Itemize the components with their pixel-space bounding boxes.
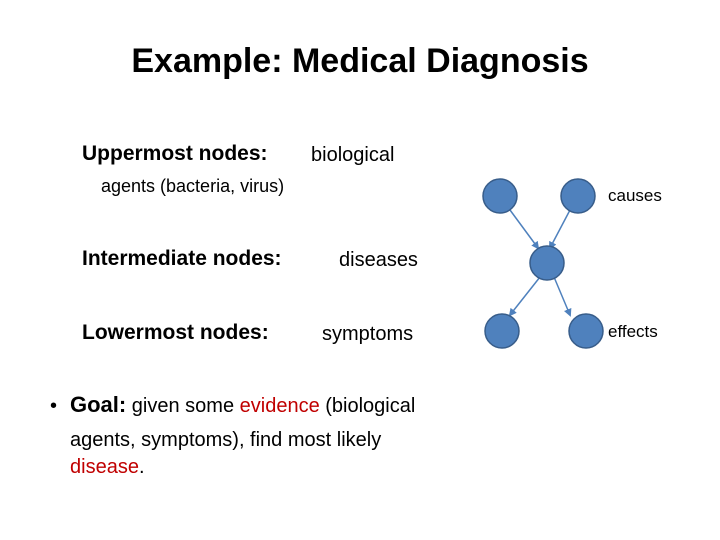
uppermost-text: biological: [311, 144, 395, 166]
agent-node-2: [561, 179, 595, 213]
edge-agent1-to-disease: [510, 210, 538, 248]
uppermost-heading: Uppermost nodes:: [82, 142, 268, 165]
bullet-marker: •: [50, 395, 58, 417]
effects-label: effects: [608, 322, 658, 341]
edge-disease-to-symptom1: [510, 277, 540, 315]
intermediate-heading: Intermediate nodes:: [82, 247, 282, 270]
goal-heading: Goal:: [70, 392, 127, 417]
lowermost-text: symptoms: [322, 323, 414, 345]
agent-node-1: [483, 179, 517, 213]
goal-disease: disease: [70, 456, 139, 478]
lowermost-heading: Lowermost nodes:: [82, 321, 269, 344]
bayes-network-diagram: [470, 170, 630, 360]
goal-text-line2: agents, symptoms), find most likely: [70, 429, 382, 451]
goal-period: .: [138, 456, 145, 478]
uppermost-text-continued: agents (bacteria, virus): [101, 176, 285, 196]
causes-label: causes: [608, 186, 662, 205]
intermediate-text: diseases: [339, 249, 418, 271]
slide-title: Example: Medical Diagnosis: [131, 42, 589, 80]
goal-text-start: given some: [131, 395, 235, 417]
goal-evidence: evidence: [239, 395, 320, 417]
edge-disease-to-symptom2: [554, 277, 570, 315]
goal-text-mid: (biological: [325, 395, 416, 417]
edge-agent2-to-disease: [550, 210, 570, 248]
symptom-node-1: [485, 314, 519, 348]
disease-node: [530, 246, 564, 280]
symptom-node-2: [569, 314, 603, 348]
